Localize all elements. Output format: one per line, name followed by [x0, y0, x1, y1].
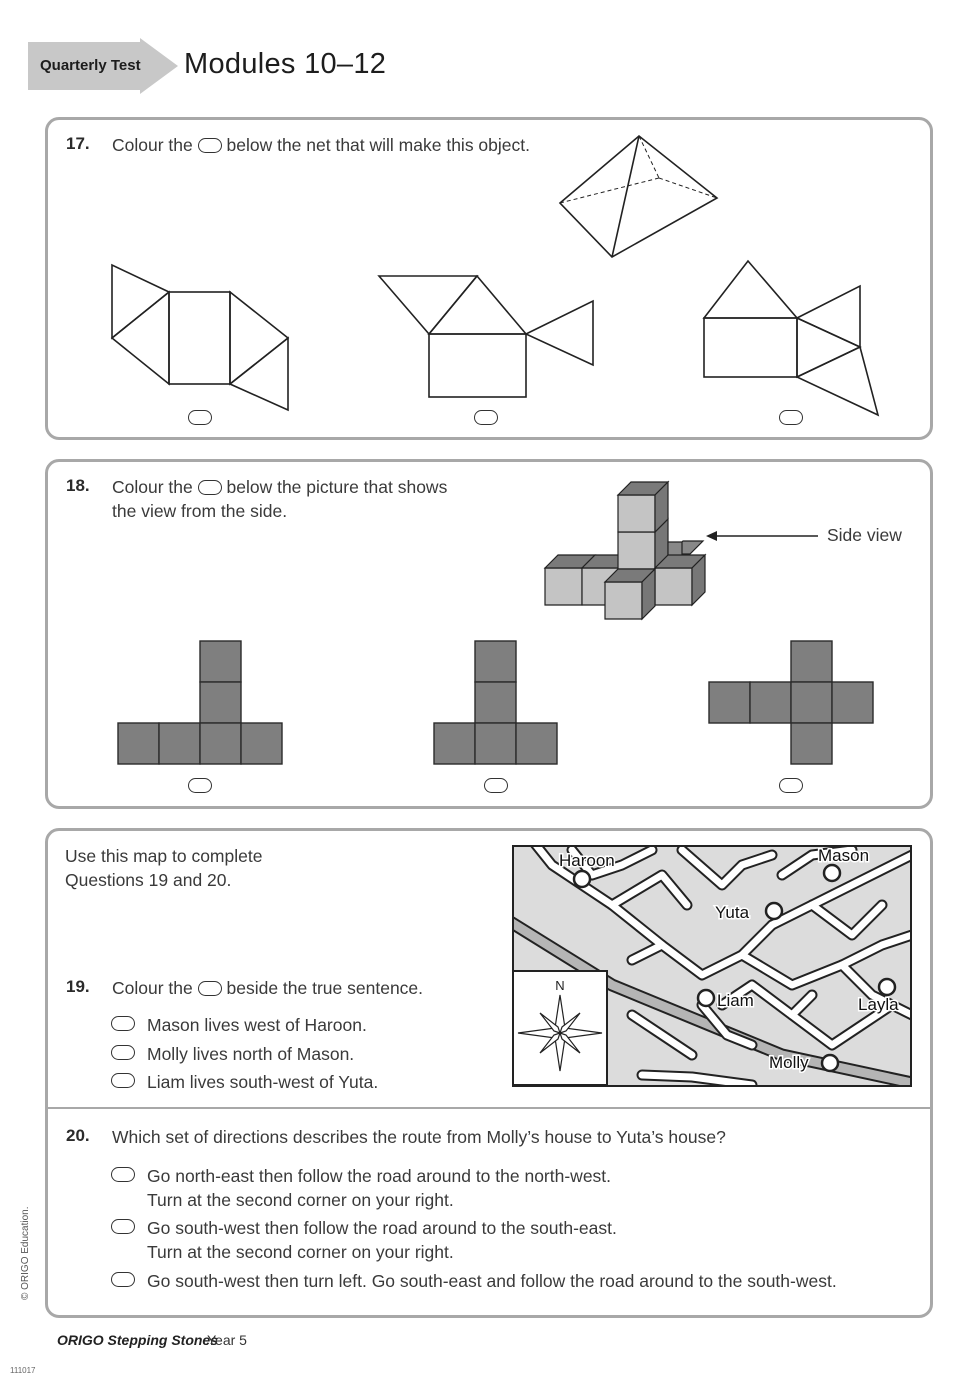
q18-answer-oval-2[interactable]	[484, 778, 508, 793]
oval-icon	[198, 480, 222, 495]
question-20-number: 20.	[66, 1126, 90, 1145]
map-label-mason: Mason	[818, 846, 870, 865]
question-17-text	[112, 133, 530, 157]
footer-brand: ORIGO Stepping Stones	[57, 1332, 219, 1348]
q19-answer-oval-2[interactable]	[111, 1045, 135, 1060]
net-option-1	[105, 260, 295, 415]
question-17-number: 17.	[66, 134, 90, 153]
question-19-text	[112, 976, 423, 1000]
q20-option-2-line1: Go south-west then follow the road around to the south-east.	[147, 1218, 617, 1238]
question-18-text-line2: the view from the side.	[112, 501, 288, 521]
compass-north-label: N	[555, 978, 565, 993]
q19-answer-oval-1[interactable]	[111, 1016, 135, 1031]
q19-option-1	[147, 1013, 367, 1037]
question-18-number: 18.	[66, 476, 90, 495]
quarterly-test-tag: Quarterly Test	[40, 57, 141, 74]
q19-option-3-text: Liam lives south-west of Yuta.	[147, 1072, 379, 1092]
q19-option-2	[147, 1042, 354, 1066]
map-intro-text	[65, 844, 262, 892]
q19-option-3	[147, 1070, 378, 1094]
q17-answer-oval-1[interactable]	[188, 410, 212, 425]
house-marker-haroon	[574, 871, 590, 887]
map-intro-line1: Use this map to complete	[65, 846, 263, 866]
net-option-3	[698, 255, 888, 420]
question-18-text-after: below the picture that shows	[226, 477, 448, 497]
q17-answer-oval-2[interactable]	[474, 410, 498, 425]
question-19-text-before: Colour the	[112, 978, 193, 998]
q20-answer-oval-1[interactable]	[111, 1167, 135, 1182]
side-view-arrow	[704, 528, 824, 544]
q19-option-2-text: Molly lives north of Mason.	[147, 1044, 355, 1064]
q20-option-3-line1: Go south-west then turn left. Go south-east and follow the road around to the south-west.	[147, 1271, 837, 1291]
question-18-text-before: Colour the	[112, 477, 193, 497]
q20-option-2-line2: Turn at the second corner on your right.	[147, 1242, 454, 1262]
question-17-text-after: below the net that will make this object.	[226, 135, 530, 155]
q19-answer-oval-3[interactable]	[111, 1073, 135, 1088]
map-label-molly: Molly	[769, 1053, 809, 1072]
question-19-number: 19.	[66, 977, 90, 996]
q20-option-1	[147, 1164, 611, 1212]
street-map	[512, 845, 912, 1087]
q20-option-1-line2: Turn at the second corner on your right.	[147, 1190, 454, 1210]
copyright-notice: © ORIGO Education.	[20, 1206, 31, 1300]
q18-answer-oval-1[interactable]	[188, 778, 212, 793]
view-option-3	[706, 638, 878, 768]
map-label-yuta: Yuta	[715, 903, 750, 922]
q18-answer-oval-3[interactable]	[779, 778, 803, 793]
page-title: Modules 10–12	[184, 48, 387, 80]
product-code: 111017	[10, 1366, 36, 1375]
map-label-haroon: Haroon	[559, 851, 615, 870]
footer-year: Year 5	[207, 1332, 247, 1348]
house-marker-yuta	[766, 903, 782, 919]
q20-option-3	[147, 1269, 837, 1293]
pyramid-object	[555, 130, 725, 262]
house-marker-mason	[824, 865, 840, 881]
map-label-liam: Liam	[717, 991, 754, 1010]
house-marker-layla	[879, 979, 895, 995]
cube-structure	[540, 478, 720, 624]
oval-icon	[198, 138, 222, 153]
q20-answer-oval-2[interactable]	[111, 1219, 135, 1234]
map-intro-line2: Questions 19 and 20.	[65, 870, 232, 890]
view-option-1	[115, 638, 287, 768]
house-marker-liam	[698, 990, 714, 1006]
net-option-2	[375, 268, 600, 403]
question-18-text	[112, 475, 447, 523]
q20-answer-oval-3[interactable]	[111, 1272, 135, 1287]
map-label-layla: Layla	[858, 995, 899, 1014]
section-divider	[48, 1107, 930, 1109]
q17-answer-oval-3[interactable]	[779, 410, 803, 425]
oval-icon	[198, 981, 222, 996]
question-17-text-before: Colour the	[112, 135, 193, 155]
q19-option-1-text: Mason lives west of Haroon.	[147, 1015, 367, 1035]
view-option-2	[431, 638, 561, 768]
q20-option-1-line1: Go north-east then follow the road around to the north-west.	[147, 1166, 612, 1186]
side-view-label: Side view	[827, 525, 902, 545]
house-marker-molly	[822, 1055, 838, 1071]
q20-option-2	[147, 1216, 617, 1264]
question-19-text-after: beside the true sentence.	[226, 978, 424, 998]
question-20-text: Which set of directions describes the route from Molly’s house to Yuta’s house?	[112, 1127, 726, 1147]
